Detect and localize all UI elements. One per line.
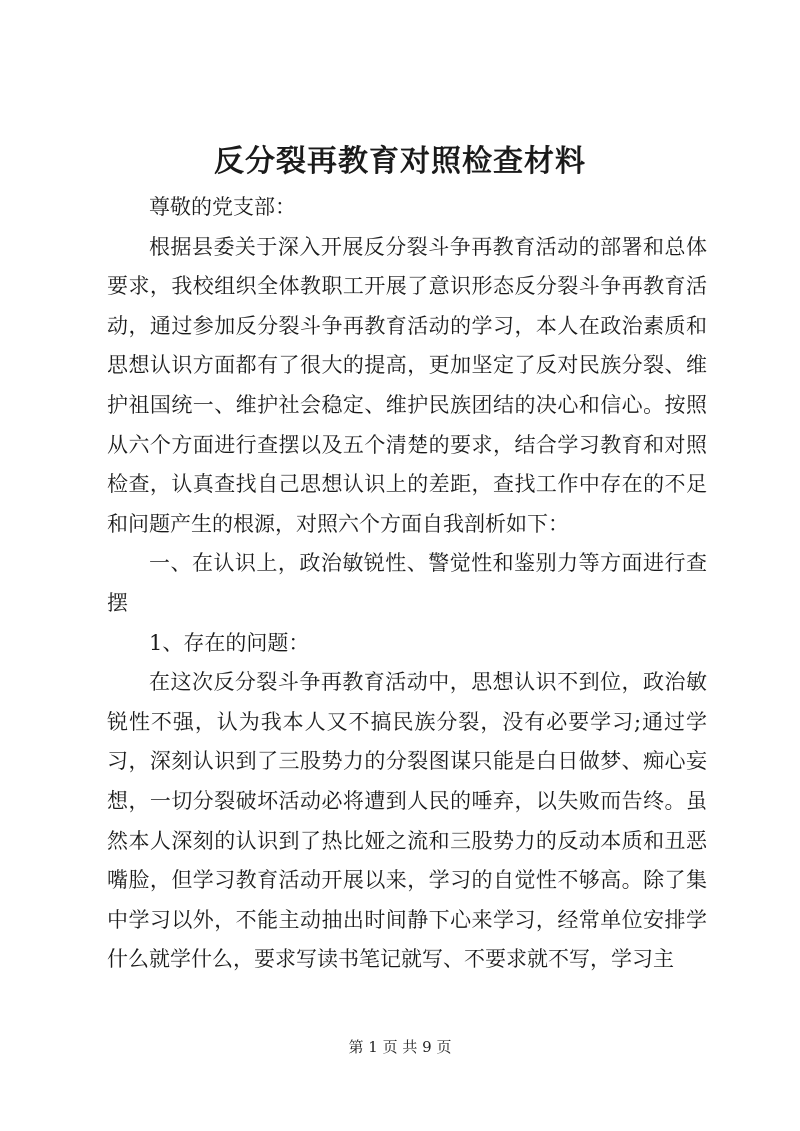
- salutation: 尊敬的党支部：: [149, 195, 296, 219]
- page-footer: 第 1 页 共 9 页: [348, 1038, 452, 1056]
- section-heading-1: 一、在认识上，政治敏锐性、警觉性和鉴别力等方面进行查摆: [107, 551, 707, 615]
- paragraph-problems: 在这次反分裂斗争再教育活动中，思想认识不到位，政治敏锐性不强，认为我本人又不搞民族分裂，没有必要学习;通过学习，深刻认识到了三股势力的分裂图谋只能是白日做梦、痴心妄想，一切分裂破坏活动必将遭到人民的唾弃，以失败而告终。虽然本人深刻的认识到了热比娅之流和三股势力的反动本质和丑恶嘴脸，但学习教育活动开展以来，学习的自觉性不够高。除了集中学习以外，不能主动抽出时间静下心来学习，经常单位安排学什么就学什么，要求写读书笔记就写、不要求就不写，学习主: [107, 670, 707, 972]
- paragraph-intro: 根据县委关于深入开展反分裂斗争再教育活动的部署和总体要求，我校组织全体教职工开展了意识形态反分裂斗争再教育活动，通过参加反分裂斗争再教育活动的学习，本人在政治素质和思想认识方面都有了很大的提高，更加坚定了反对民族分裂、维护祖国统一、维护社会稳定、维护民族团结的决心和信心。按照从六个方面进行查摆以及五个清楚的要求，结合学习教育和对照检查，认真查找自己思想认识上的差距，查找工作中存在的不足和问题产生的根源，对照六个方面自我剖析如下：: [107, 234, 707, 536]
- subheading-existing-problems: 1、存在的问题：: [149, 630, 310, 655]
- document-title: 反分裂再教育对照检查材料: [214, 144, 586, 179]
- document-body: [107, 188, 707, 980]
